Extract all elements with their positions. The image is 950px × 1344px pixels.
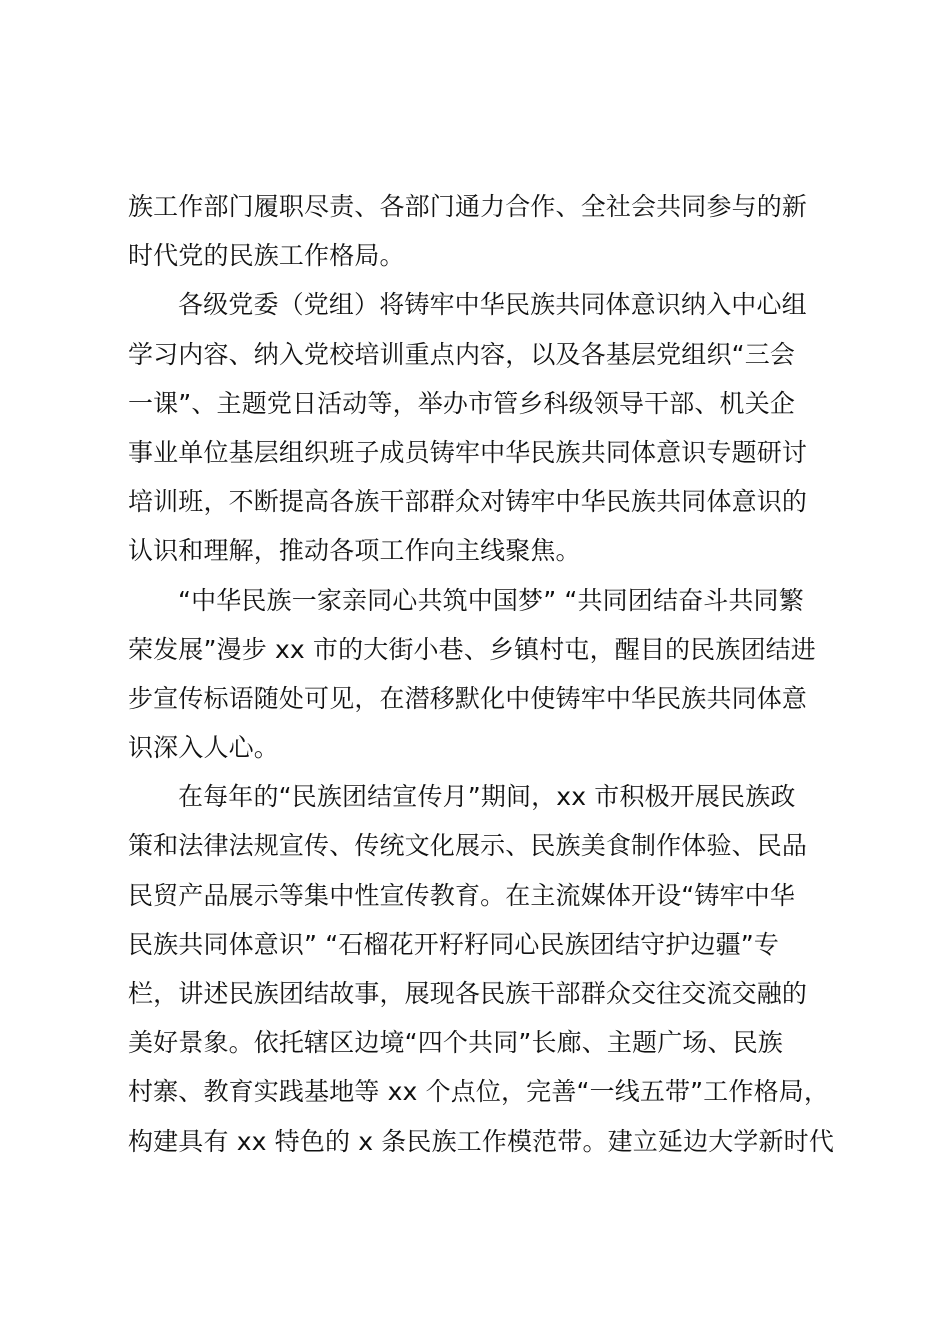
text-line: 栏，讲述民族团结故事，展现各民族干部群众交往交流交融的: [128, 979, 808, 1008]
body-text: [128, 182, 858, 1166]
text-line: 美好景象。依托辖区边境“四个共同”长廊、主题广场、民族: [128, 1028, 783, 1058]
paragraph-start-line: 各级党委（党组）将铸牢中华民族共同体意识纳入中心组: [178, 290, 807, 320]
paragraph-start-line: 在每年的“民族团结宣传月”期间，xx 市积极开展民族政: [178, 782, 796, 812]
text-line: 认识和理解，推动各项工作向主线聚焦。: [128, 536, 581, 566]
text-line: 村寨、教育实践基地等 xx 个点位，完善“一线五带”工作格局，: [128, 1077, 830, 1107]
text-line: 一课”、主题党日活动等，举办市管乡科级领导干部、机关企: [128, 388, 796, 418]
text-line: 荣发展”漫步 xx 市的大街小巷、乡镇村屯，醒目的民族团结进: [128, 634, 816, 664]
text-line: 族工作部门履职尽责、各部门通力合作、全社会共同参与的新: [128, 192, 808, 221]
text-line: 民贸产品展示等集中性宣传教育。在主流媒体开设“铸牢中华: [128, 880, 796, 910]
text-line: 民族共同体意识” “石榴花开籽籽同心民族团结守护边疆”专: [128, 929, 780, 959]
text-line: 事业单位基层组织班子成员铸牢中华民族共同体意识专题研讨: [128, 437, 808, 467]
text-line: 培训班，不断提高各族干部群众对铸牢中华民族共同体意识的: [128, 487, 808, 517]
text-line: 识深入人心。: [128, 733, 279, 763]
text-line: 学习内容、纳入党校培训重点内容，以及各基层党组织“三会: [128, 339, 796, 369]
text-line: 策和法律法规宣传、传统文化展示、民族美食制作体验、民品: [128, 831, 808, 861]
text-line: 时代党的民族工作格局。: [128, 241, 405, 271]
text-line: 构建具有 xx 特色的 x 条民族工作模范带。建立延边大学新时代: [128, 1126, 834, 1156]
text-line: 步宣传标语随处可见，在潜移默化中使铸牢中华民族共同体意: [128, 683, 808, 713]
paragraph-start-line: “中华民族一家亲同心共筑中国梦” “共同团结奋斗共同繁: [178, 585, 804, 615]
